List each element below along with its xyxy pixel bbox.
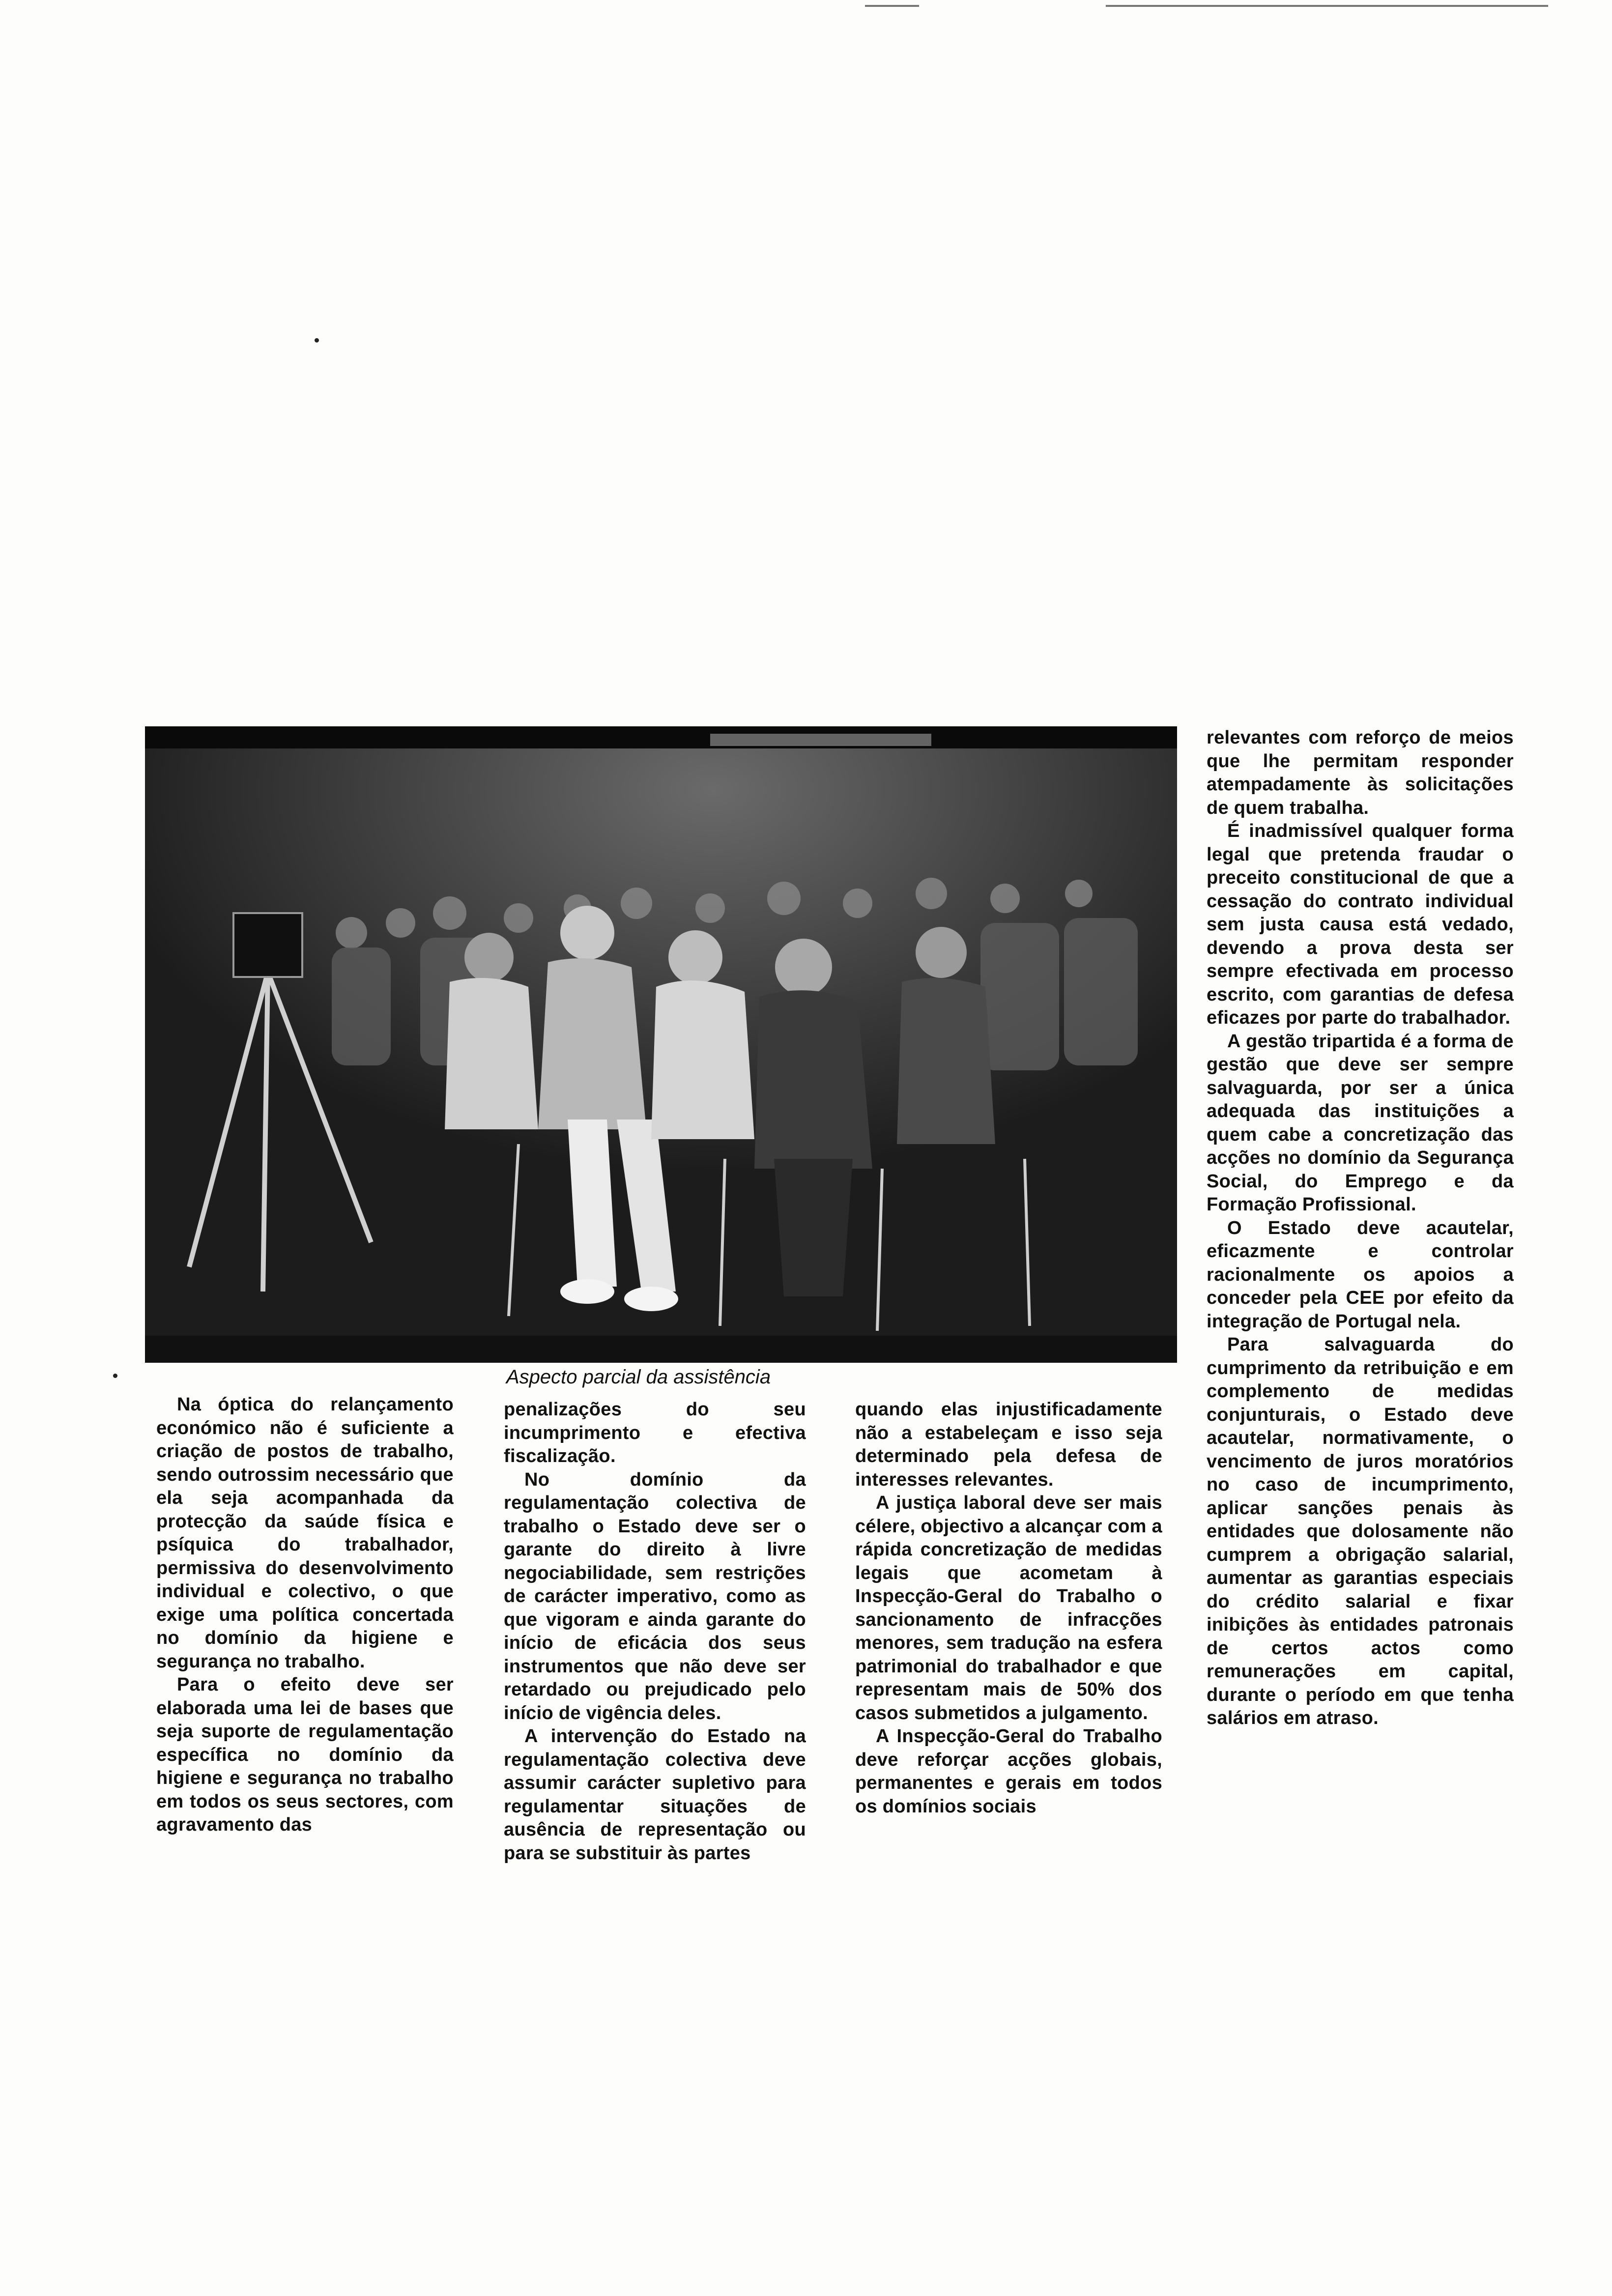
article-paragraph: A gestão tripartida é a forma de gestão que deve ser sempre salvaguarda, por ser a única adequada das instituições a quem cabe a concretização das acções no domínio da Segurança Social, do Emprego e da Formação Profissional.: [1207, 1031, 1514, 1215]
article-paragraph: No domínio da regulamentação colectiva de trabalho o Estado deve ser o garante do direito à livre negociabilidade, sem restrições de carácter imperativo, como as que vigoram e ainda garante do início de eficácia dos seus instrumentos que não deve ser retardado ou prejudicado pelo início de vigência deles.: [504, 1469, 806, 1723]
article-paragraph: A Inspecção-Geral do Trabalho deve reforçar acções globais, permanentes e gerais em todos os domínios sociais: [855, 1726, 1162, 1817]
article-paragraph: Para o efeito deve ser elaborada uma lei de bases que seja suporte de regulamentação específica no domínio da higiene e segurança no trabalho em todos os seus sectores, com agravamento das: [156, 1674, 454, 1835]
text-column-3: [855, 1398, 1162, 1818]
text-column-1: [156, 1393, 454, 1837]
photo-caption: Aspecto parcial da assistência: [506, 1366, 771, 1388]
article-paragraph: relevantes com reforço de meios que lhe permitam responder atempadamente às solicitações de quem trabalha.: [1207, 727, 1514, 818]
text-column-2: [504, 1398, 806, 1865]
article-paragraph: quando elas injustificadamente não a estabeleçam e isso seja determinado pela defesa de interesses relevantes.: [855, 1399, 1162, 1490]
article-paragraph: O Estado deve acautelar, eficazmente e controlar racionalmente os apoios a conceder pela CEE por efeito da integração de Portugal nela.: [1207, 1217, 1514, 1332]
article-paragraph: A intervenção do Estado na regulamentação colectiva deve assumir carácter supletivo para regulamentar situações de ausência de representação ou para se substituir às partes: [504, 1726, 806, 1864]
article-paragraph: penalizações do seu incumprimento e efectiva fiscalização.: [504, 1399, 806, 1466]
scan-speck: [315, 338, 319, 343]
audience-photo: [145, 726, 1177, 1363]
text-column-4: [1207, 726, 1514, 1730]
scan-artifact-line: [865, 5, 919, 7]
scan-speck: [113, 1374, 117, 1378]
article-paragraph: É inadmissível qualquer forma legal que pretenda fraudar o preceito constitucional de que a cessação do contrato individual sem justa causa está vedado, devendo a prova desta ser sempre efectivada em processo escrito, com garantias de defesa eficazes por parte do trabalhador.: [1207, 821, 1514, 1028]
article-paragraph: Na óptica do relançamento económico não é suficiente a criação de postos de trabalho, sendo outrossim necessário que ela seja acompanhada da protecção da saúde física e psíquica do trabalhador, permissiva do desenvolvimento individual e colectivo, o que exige uma política concertada no domínio da higiene e segurança no trabalho.: [156, 1394, 454, 1672]
scan-artifact-line: [1106, 5, 1548, 7]
article-paragraph: Para salvaguarda do cumprimento da retribuição e em complemento de medidas conjunturais, o Estado deve acautelar, normativamente, o vencimento de juros moratórios no caso de incumprimento, aplicar sanções penais às entidades que dolosamente não cumprem a obrigação salarial, aumentar as garantias especiais do crédito salarial e fixar inibições às entidades patronais de certos actos como remunerações em capital, durante o período em que tenha salários em atraso.: [1207, 1334, 1514, 1728]
article-paragraph: A justiça laboral deve ser mais célere, objectivo a alcançar com a rápida concretização de medidas legais que acometam à Inspecção-Geral do Trabalho o sancionamento de infracções menores, sem tradução na esfera patrimonial do trabalhador e que representam mais de 50% dos casos submetidos a julgamento.: [855, 1492, 1162, 1723]
